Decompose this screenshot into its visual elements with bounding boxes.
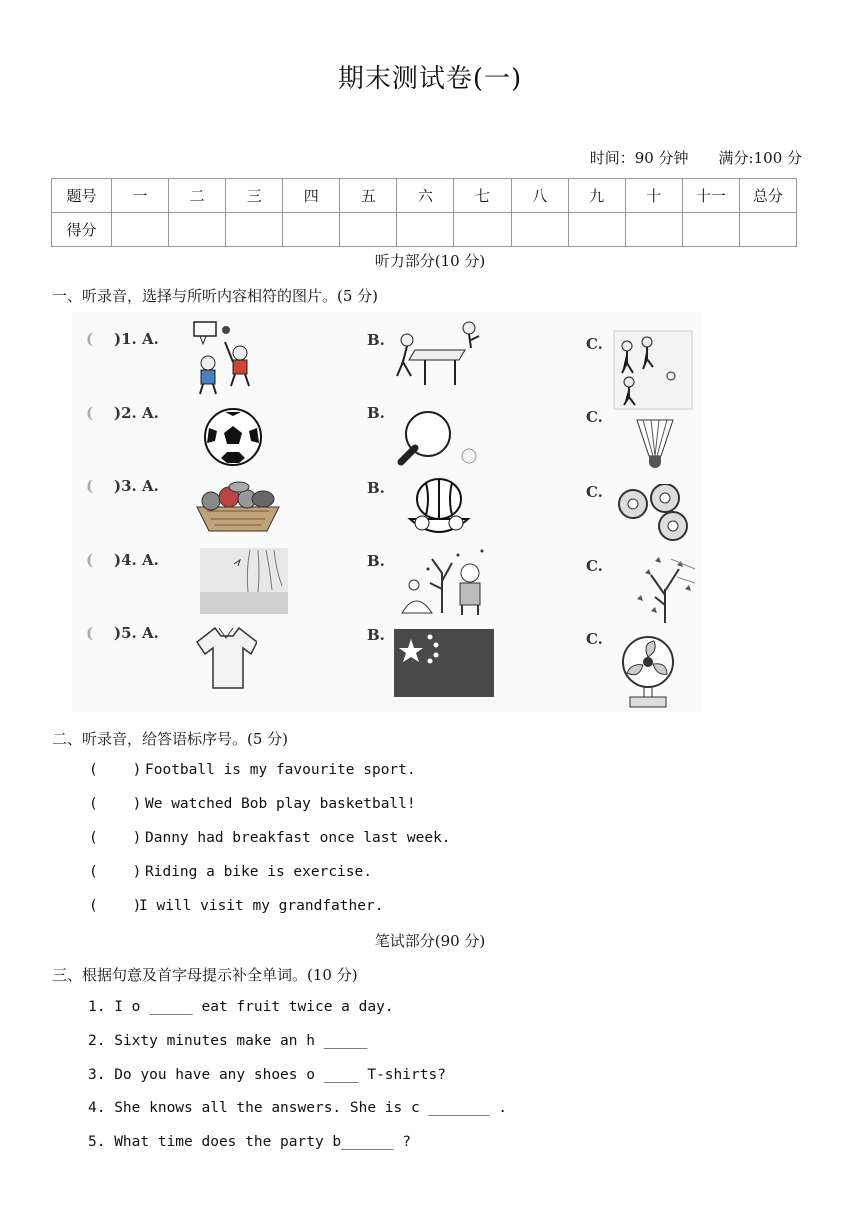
fill-blank-item[interactable]: 4. She knows all the answers. She is c _______ . [88,1100,508,1116]
option-c-label: C. [586,557,603,575]
score-table-header-row [52,179,797,213]
basketball-players-icon[interactable] [190,318,260,398]
option-c-label: C. [586,408,603,426]
table-tennis-players-icon[interactable] [395,320,485,392]
score-cell[interactable] [568,213,625,247]
picture-choice-area [72,312,702,712]
score-row-label: 得分 [52,213,112,247]
listening-part-heading: 听力部分(10 分) [374,252,486,270]
header-cell: 总分 [739,179,796,213]
listening-item: ( ) Football is my favourite sport. [89,762,416,778]
fruit-basket-icon[interactable] [193,481,283,533]
option-c-label: C. [586,630,603,648]
ping-pong-paddle-icon[interactable] [393,408,483,470]
china-flag-icon[interactable] [394,629,494,697]
time-label: 时间：90 分钟 [589,149,689,167]
page-title: 期末测试卷(一) [337,64,523,94]
question-row-label: ( )2. A. [86,404,159,422]
winter-child-icon[interactable] [398,545,490,617]
section1-heading: 一、听录音，选择与所听内容相符的图片。(5 分) [52,287,379,305]
score-cell[interactable] [682,213,739,247]
score-cell[interactable] [625,213,682,247]
header-cell: 一 [112,179,169,213]
football-players-icon[interactable] [613,330,693,410]
score-cell[interactable] [454,213,511,247]
doughnuts-icon[interactable] [615,484,695,544]
section2-heading: 二、听录音，给答语标序号。(5 分) [52,730,289,748]
watermelon-icon[interactable] [406,475,472,541]
fill-blank-item[interactable]: 2. Sixty minutes make an h _____ [88,1033,368,1049]
score-cell[interactable] [226,213,283,247]
option-b-label: B. [367,404,385,422]
full-score-label: 满分:100 分 [718,149,802,167]
header-cell: 八 [511,179,568,213]
shuttlecock-icon[interactable] [633,416,678,474]
football-icon[interactable] [203,406,263,468]
question-row-label: ( )3. A. [86,477,159,495]
spring-willow-icon[interactable] [200,548,288,614]
autumn-tree-icon[interactable] [631,555,697,625]
option-b-label: B. [367,552,385,570]
t-shirt-icon[interactable] [195,624,257,692]
exam-meta [590,147,802,168]
question-row-label: ( )5. A. [86,624,159,642]
written-part-heading: 笔试部分(90 分) [374,932,486,950]
score-cell[interactable] [511,213,568,247]
section3-heading: 三、根据句意及首字母提示补全单词。(10 分) [52,966,358,984]
option-c-label: C. [586,483,603,501]
header-cell: 十 [625,179,682,213]
header-cell: 九 [568,179,625,213]
electric-fan-icon[interactable] [620,634,676,710]
listening-item: ( ) Danny had breakfast once last week. [89,830,451,846]
option-b-label: B. [367,479,385,497]
option-c-label: C. [586,335,603,353]
header-cell: 二 [169,179,226,213]
score-cell[interactable] [283,213,340,247]
question-row-label: ( )4. A. [86,551,159,569]
score-table-score-row [52,213,797,247]
header-cell: 题号 [52,179,112,213]
header-cell: 六 [397,179,454,213]
listening-item: ( ) Riding a bike is exercise. [89,864,372,880]
header-cell: 十一 [682,179,739,213]
header-cell: 四 [283,179,340,213]
header-cell: 七 [454,179,511,213]
score-cell[interactable] [112,213,169,247]
fill-blank-item[interactable]: 3. Do you have any shoes o ____ T-shirts? [88,1067,446,1083]
header-cell: 五 [340,179,397,213]
fill-blank-item[interactable]: 1. I o _____ eat fruit twice a day. [88,999,394,1015]
listening-item: ( )I will visit my grandfather. [89,898,384,914]
listening-item: ( ) We watched Bob play basketball! [89,796,416,812]
score-cell[interactable] [169,213,226,247]
score-cell[interactable] [397,213,454,247]
question-row-label: ( )1. A. [86,330,159,348]
header-cell: 三 [226,179,283,213]
score-cell[interactable] [340,213,397,247]
option-b-label: B. [367,626,385,644]
option-b-label: B. [367,331,385,349]
score-table [51,178,797,247]
fill-blank-item[interactable]: 5. What time does the party b______ ? [88,1134,412,1150]
score-cell[interactable] [739,213,796,247]
